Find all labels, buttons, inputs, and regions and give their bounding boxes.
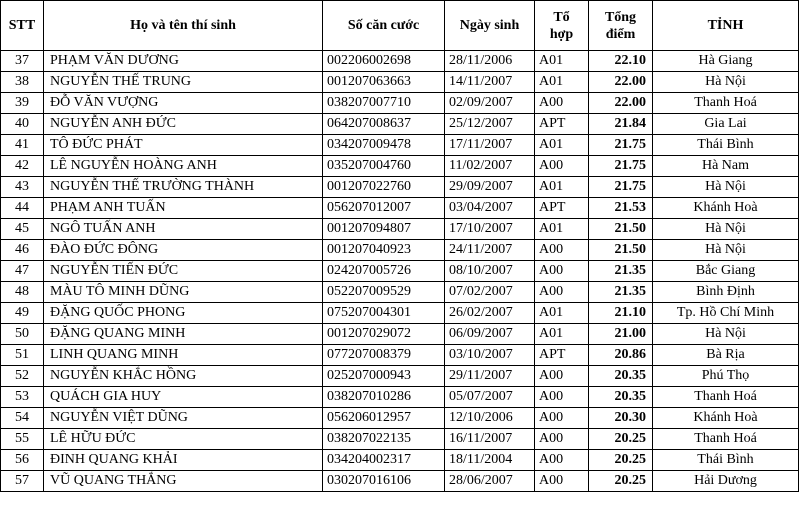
- cell-score: 21.84: [589, 114, 653, 135]
- cell-province: Hà Nội: [653, 219, 799, 240]
- table-row: [1, 156, 799, 177]
- cell-name: NGUYỄN ANH ĐỨC: [44, 114, 323, 135]
- table-row: [1, 261, 799, 282]
- cell-combo: APT: [535, 114, 589, 135]
- cell-stt: 56: [1, 450, 44, 471]
- cell-dob: 05/07/2007: [445, 387, 535, 408]
- table-row: [1, 429, 799, 450]
- cell-name: NGUYỄN KHẮC HỒNG: [44, 366, 323, 387]
- cell-id: 052207009529: [323, 282, 445, 303]
- cell-combo: A01: [535, 135, 589, 156]
- cell-stt: 48: [1, 282, 44, 303]
- header-row: [1, 1, 799, 51]
- cell-name: NGUYỄN THẾ TRƯỜNG THÀNH: [44, 177, 323, 198]
- cell-name: TÔ ĐỨC PHÁT: [44, 135, 323, 156]
- header-score-line1: Tổng: [604, 9, 637, 25]
- cell-id: 001207022760: [323, 177, 445, 198]
- cell-score: 21.50: [589, 240, 653, 261]
- cell-name: LÊ NGUYỄN HOÀNG ANH: [44, 156, 323, 177]
- cell-name: NGUYỄN VIỆT DŨNG: [44, 408, 323, 429]
- cell-id: 001207040923: [323, 240, 445, 261]
- cell-score: 21.35: [589, 261, 653, 282]
- cell-stt: 54: [1, 408, 44, 429]
- cell-id: 002206002698: [323, 51, 445, 72]
- cell-name: PHẠM VĂN DƯƠNG: [44, 51, 323, 72]
- cell-dob: 16/11/2007: [445, 429, 535, 450]
- table-row: [1, 135, 799, 156]
- cell-id: 038207010286: [323, 387, 445, 408]
- cell-dob: 14/11/2007: [445, 72, 535, 93]
- cell-score: 21.00: [589, 324, 653, 345]
- cell-name: ĐẶNG QUANG MINH: [44, 324, 323, 345]
- cell-id: 024207005726: [323, 261, 445, 282]
- cell-name: ĐẶNG QUỐC PHONG: [44, 303, 323, 324]
- cell-dob: 24/11/2007: [445, 240, 535, 261]
- cell-combo: A00: [535, 366, 589, 387]
- cell-score: 21.75: [589, 135, 653, 156]
- cell-combo: A00: [535, 156, 589, 177]
- cell-province: Hà Nội: [653, 324, 799, 345]
- cell-combo: A01: [535, 303, 589, 324]
- cell-province: Phú Thọ: [653, 366, 799, 387]
- cell-stt: 45: [1, 219, 44, 240]
- cell-score: 21.35: [589, 282, 653, 303]
- cell-combo: A00: [535, 471, 589, 492]
- cell-name: ĐỖ VĂN VƯỢNG: [44, 93, 323, 114]
- cell-id: 001207094807: [323, 219, 445, 240]
- cell-dob: 07/02/2007: [445, 282, 535, 303]
- cell-score: 20.25: [589, 429, 653, 450]
- cell-id: 001207029072: [323, 324, 445, 345]
- cell-dob: 18/11/2004: [445, 450, 535, 471]
- cell-name: MÀU TÔ MINH DŨNG: [44, 282, 323, 303]
- cell-id: 038207022135: [323, 429, 445, 450]
- cell-name: PHẠM ANH TUẤN: [44, 198, 323, 219]
- table-row: [1, 51, 799, 72]
- cell-dob: 11/02/2007: [445, 156, 535, 177]
- header-combo: [535, 1, 589, 51]
- cell-score: 21.50: [589, 219, 653, 240]
- header-province: TỈNH: [653, 1, 799, 51]
- header-id: Số căn cước: [323, 1, 445, 51]
- table-row: [1, 93, 799, 114]
- cell-id: 038207007710: [323, 93, 445, 114]
- cell-id: 056207012007: [323, 198, 445, 219]
- cell-combo: A00: [535, 240, 589, 261]
- table-row: [1, 114, 799, 135]
- cell-name: ĐÀO ĐỨC ĐÔNG: [44, 240, 323, 261]
- cell-dob: 26/02/2007: [445, 303, 535, 324]
- table-row: [1, 471, 799, 492]
- header-dob: Ngày sinh: [445, 1, 535, 51]
- cell-province: Khánh Hoà: [653, 408, 799, 429]
- cell-dob: 08/10/2007: [445, 261, 535, 282]
- table-body: [1, 51, 799, 492]
- cell-province: Hà Nam: [653, 156, 799, 177]
- header-name: Họ và tên thí sinh: [44, 1, 323, 51]
- cell-stt: 46: [1, 240, 44, 261]
- cell-province: Hà Nội: [653, 240, 799, 261]
- cell-province: Hà Nội: [653, 177, 799, 198]
- table-row: [1, 282, 799, 303]
- table-row: [1, 177, 799, 198]
- cell-province: Bình Định: [653, 282, 799, 303]
- header-score: [589, 1, 653, 51]
- cell-id: 034204002317: [323, 450, 445, 471]
- cell-dob: 25/12/2007: [445, 114, 535, 135]
- cell-province: Khánh Hoà: [653, 198, 799, 219]
- cell-dob: 02/09/2007: [445, 93, 535, 114]
- cell-name: LÊ HỮU ĐỨC: [44, 429, 323, 450]
- cell-dob: 17/11/2007: [445, 135, 535, 156]
- cell-stt: 52: [1, 366, 44, 387]
- cell-id: 056206012957: [323, 408, 445, 429]
- cell-dob: 12/10/2006: [445, 408, 535, 429]
- cell-score: 21.75: [589, 156, 653, 177]
- cell-combo: A00: [535, 282, 589, 303]
- cell-combo: A00: [535, 408, 589, 429]
- cell-dob: 03/10/2007: [445, 345, 535, 366]
- cell-id: 035207004760: [323, 156, 445, 177]
- cell-province: Thanh Hoá: [653, 93, 799, 114]
- cell-stt: 55: [1, 429, 44, 450]
- cell-dob: 29/09/2007: [445, 177, 535, 198]
- cell-name: VŨ QUANG THẮNG: [44, 471, 323, 492]
- cell-combo: A01: [535, 177, 589, 198]
- cell-province: Thái Bình: [653, 450, 799, 471]
- cell-stt: 38: [1, 72, 44, 93]
- cell-score: 21.53: [589, 198, 653, 219]
- table-row: [1, 345, 799, 366]
- cell-id: 034207009478: [323, 135, 445, 156]
- header-stt: STT: [1, 1, 44, 51]
- cell-combo: A00: [535, 450, 589, 471]
- cell-id: 064207008637: [323, 114, 445, 135]
- cell-province: Gia Lai: [653, 114, 799, 135]
- cell-stt: 53: [1, 387, 44, 408]
- cell-stt: 49: [1, 303, 44, 324]
- cell-name: NGUYỄN THẾ TRUNG: [44, 72, 323, 93]
- cell-score: 20.25: [589, 471, 653, 492]
- table-row: [1, 219, 799, 240]
- table-row: [1, 387, 799, 408]
- table-row: [1, 72, 799, 93]
- cell-stt: 51: [1, 345, 44, 366]
- table-row: [1, 324, 799, 345]
- cell-combo: A01: [535, 51, 589, 72]
- cell-combo: A00: [535, 261, 589, 282]
- cell-stt: 39: [1, 93, 44, 114]
- cell-dob: 03/04/2007: [445, 198, 535, 219]
- table-row: [1, 408, 799, 429]
- cell-score: 20.35: [589, 366, 653, 387]
- cell-dob: 28/06/2007: [445, 471, 535, 492]
- cell-combo: A00: [535, 429, 589, 450]
- cell-dob: 28/11/2006: [445, 51, 535, 72]
- cell-id: 001207063663: [323, 72, 445, 93]
- cell-province: Thái Bình: [653, 135, 799, 156]
- cell-score: 20.25: [589, 450, 653, 471]
- cell-province: Bắc Giang: [653, 261, 799, 282]
- cell-province: Bà Rịa: [653, 345, 799, 366]
- cell-id: 075207004301: [323, 303, 445, 324]
- cell-stt: 37: [1, 51, 44, 72]
- cell-combo: A01: [535, 72, 589, 93]
- cell-province: Hà Nội: [653, 72, 799, 93]
- cell-name: QUÁCH GIA HUY: [44, 387, 323, 408]
- cell-province: Thanh Hoá: [653, 387, 799, 408]
- cell-combo: A00: [535, 387, 589, 408]
- cell-dob: 06/09/2007: [445, 324, 535, 345]
- cell-combo: A01: [535, 219, 589, 240]
- cell-combo: A00: [535, 93, 589, 114]
- cell-name: NGUYỄN TIẾN ĐỨC: [44, 261, 323, 282]
- table-row: [1, 303, 799, 324]
- header-combo-line1: Tổ: [553, 9, 570, 25]
- cell-score: 21.10: [589, 303, 653, 324]
- cell-score: 20.86: [589, 345, 653, 366]
- cell-score: 22.00: [589, 93, 653, 114]
- cell-stt: 47: [1, 261, 44, 282]
- cell-province: Hải Dương: [653, 471, 799, 492]
- table-row: [1, 450, 799, 471]
- cell-stt: 42: [1, 156, 44, 177]
- header-score-line2: điểm: [605, 26, 636, 42]
- cell-combo: APT: [535, 198, 589, 219]
- cell-score: 22.10: [589, 51, 653, 72]
- cell-stt: 41: [1, 135, 44, 156]
- cell-combo: A01: [535, 324, 589, 345]
- cell-score: 21.75: [589, 177, 653, 198]
- cell-score: 20.35: [589, 387, 653, 408]
- cell-score: 22.00: [589, 72, 653, 93]
- cell-province: Thanh Hoá: [653, 429, 799, 450]
- cell-dob: 17/10/2007: [445, 219, 535, 240]
- cell-stt: 40: [1, 114, 44, 135]
- cell-name: NGÔ TUẤN ANH: [44, 219, 323, 240]
- cell-id: 025207000943: [323, 366, 445, 387]
- table-row: [1, 198, 799, 219]
- cell-stt: 44: [1, 198, 44, 219]
- cell-combo: APT: [535, 345, 589, 366]
- cell-name: LINH QUANG MINH: [44, 345, 323, 366]
- cell-id: 030207016106: [323, 471, 445, 492]
- cell-stt: 50: [1, 324, 44, 345]
- header-combo-line2: hợp: [549, 26, 574, 42]
- cell-stt: 43: [1, 177, 44, 198]
- cell-dob: 29/11/2007: [445, 366, 535, 387]
- cell-name: ĐINH QUANG KHẢI: [44, 450, 323, 471]
- cell-province: Hà Giang: [653, 51, 799, 72]
- cell-province: Tp. Hồ Chí Minh: [653, 303, 799, 324]
- cell-id: 077207008379: [323, 345, 445, 366]
- cell-stt: 57: [1, 471, 44, 492]
- cell-score: 20.30: [589, 408, 653, 429]
- table-row: [1, 240, 799, 261]
- table-row: [1, 366, 799, 387]
